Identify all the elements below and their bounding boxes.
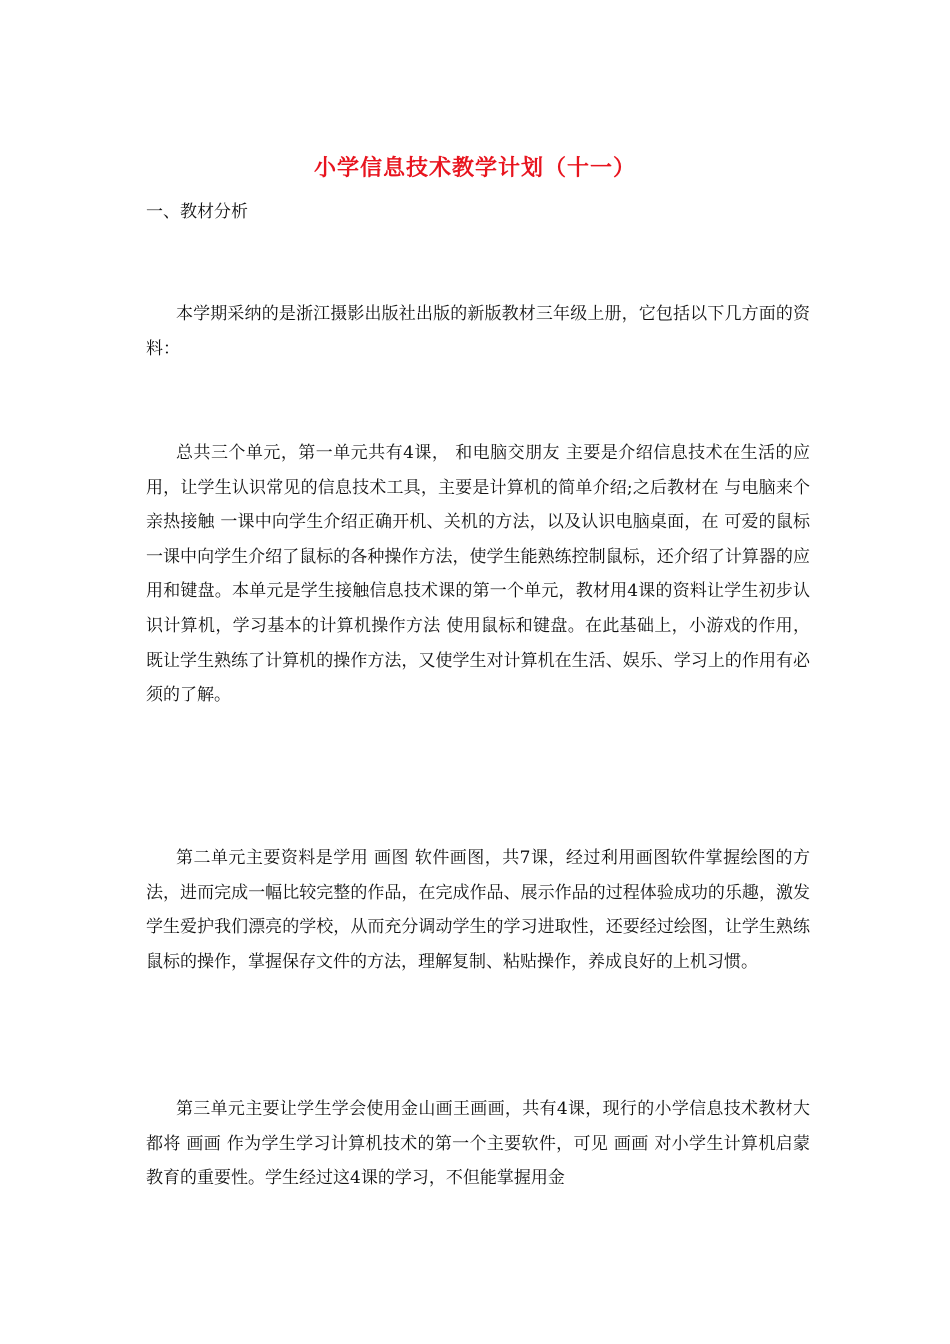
paragraph-unit-two: 第二单元主要资料是学用 画图 软件画图，共7课，经过利用画图软件掌握绘图的方法，进而完成一幅比较完整的作品，在完成作品、展示作品的过程体验成功的乐趣，激发学生爱护我们漂亮的学校，从而充分调动学生的学习进取性，还要经过绘图，让学生熟练鼠标的操作，掌握保存文件的方法，理解复制、粘贴操作，养成良好的上机习惯。 bbox=[146, 848, 810, 972]
paragraph-unit-one: 总共三个单元，第一单元共有4课， 和电脑交朋友 主要是介绍信息技术在生活的应用，让学生认识常见的信息技术工具，主要是计算机的简单介绍;之后教材在 与电脑来个亲热接触 一课中向学生介绍正确开机、关机的方法，以及认识电脑桌面，在 可爱的鼠标 一课中向学生介绍了鼠标的各种操作方法，使学生能熟练控制鼠标，还介绍了计算器的应用和键盘。本单元是学生接触信息技术课的第一个单元，教材用4课的资料让学生初步认识计算机，学习基本的计算机操作方法 使用鼠标和键盘。在此基础上，小游戏的作用，既让学生熟练了计算机的操作方法，又使学生对计算机在生活、娱乐、学习上的作用有必须的了解。 bbox=[146, 443, 810, 706]
document-title: 小学信息技术教学计划（十一） bbox=[313, 155, 636, 181]
section-heading: 一、教材分析 bbox=[146, 202, 248, 222]
paragraph-intro: 本学期采纳的是浙江摄影出版社出版的新版教材三年级上册，它包括以下几方面的资料： bbox=[146, 304, 810, 359]
paragraph-unit-three: 第三单元主要让学生学会使用金山画王画画，共有4课，现行的小学信息技术教材大都将 画画 作为学生学习计算机技术的第一个主要软件，可见 画画 对小学生计算机启蒙教育的重要性。学生经过这4课的学习，不但能掌握用金 bbox=[146, 1099, 810, 1189]
